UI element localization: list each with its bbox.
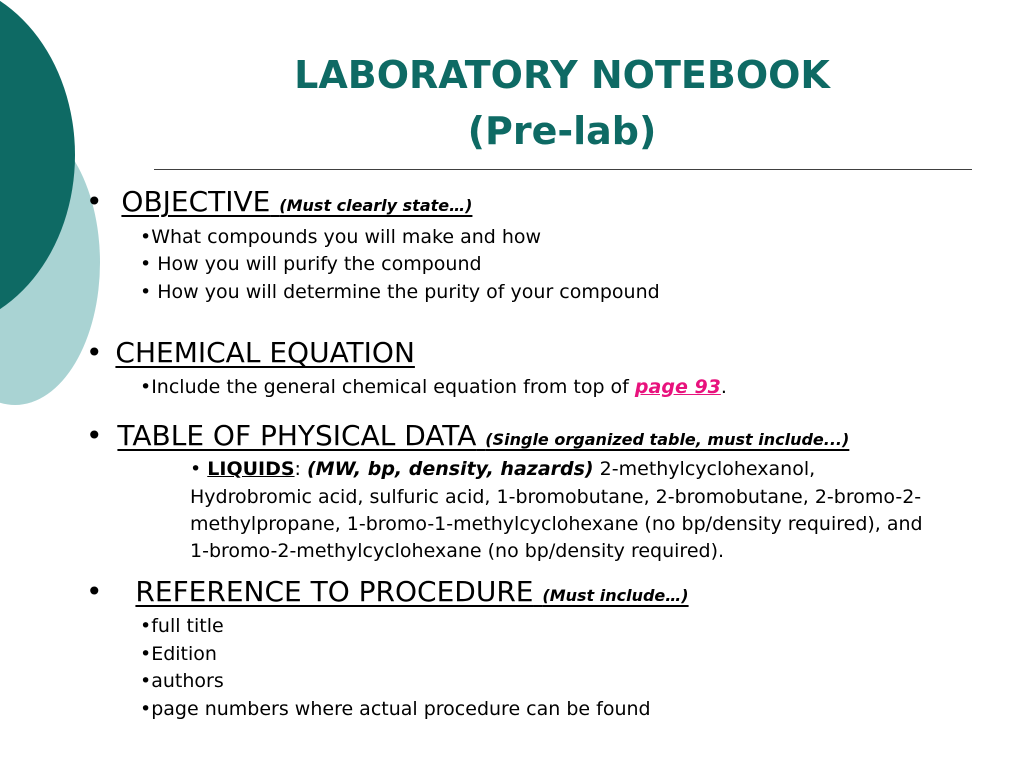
objective-item: •What compounds you will make and how	[140, 226, 542, 248]
bullet: •	[86, 185, 103, 218]
section-title: TABLE OF PHYSICAL DATA	[117, 419, 477, 452]
section-objective-heading	[86, 185, 472, 223]
slide-subtitle: (Pre-lab)	[467, 109, 657, 153]
bullet: •	[86, 336, 103, 369]
liquids-label: LIQUIDS	[207, 458, 295, 480]
liquids-text: 1-bromo-2-methylcyclohexane (no bp/density required).	[190, 540, 725, 562]
section-reference-heading	[86, 575, 689, 613]
reference-item: •full title	[140, 615, 224, 637]
section-note: (Single organized table, must include...)	[485, 430, 850, 449]
liquids-text: methylpropane, 1-bromo-1-methylcyclohexane (no bp/density required), and	[190, 513, 923, 535]
page-93-link[interactable]: page 93	[634, 376, 721, 398]
reference-item: •Edition	[140, 643, 217, 665]
bullet: •	[190, 458, 202, 480]
liquids-properties: (MW, bp, density, hazards)	[307, 458, 594, 480]
section-note: (Must clearly state…)	[279, 196, 473, 215]
reference-item: •page numbers where actual procedure can be found	[140, 698, 651, 720]
liquids-line	[190, 456, 815, 483]
bullet: •	[86, 419, 103, 452]
section-title: CHEMICAL EQUATION	[115, 336, 415, 369]
bullet: •	[86, 575, 103, 608]
liquids-text: Hydrobromic acid, sulfuric acid, 1-bromobutane, 2-bromobutane, 2-bromo-2-	[190, 486, 922, 508]
slide-title: LABORATORY NOTEBOOK	[294, 53, 830, 97]
equation-item-text: •Include the general chemical equation from top of	[140, 376, 635, 398]
liquids-text: 2-methylcyclohexanol,	[599, 458, 816, 480]
section-title: REFERENCE TO PROCEDURE	[135, 575, 534, 608]
equation-item	[140, 374, 727, 401]
section-equation-heading	[86, 336, 415, 370]
title-divider	[154, 169, 972, 170]
section-note: (Must include…)	[542, 586, 689, 605]
objective-item: • How you will purify the compound	[140, 253, 482, 275]
liquids-colon: :	[294, 458, 301, 480]
reference-item: •authors	[140, 670, 224, 692]
section-title: OBJECTIVE	[121, 185, 271, 218]
section-physical-data-heading	[86, 419, 849, 457]
objective-item: • How you will determine the purity of your compound	[140, 281, 660, 303]
equation-item-period: .	[720, 376, 727, 398]
